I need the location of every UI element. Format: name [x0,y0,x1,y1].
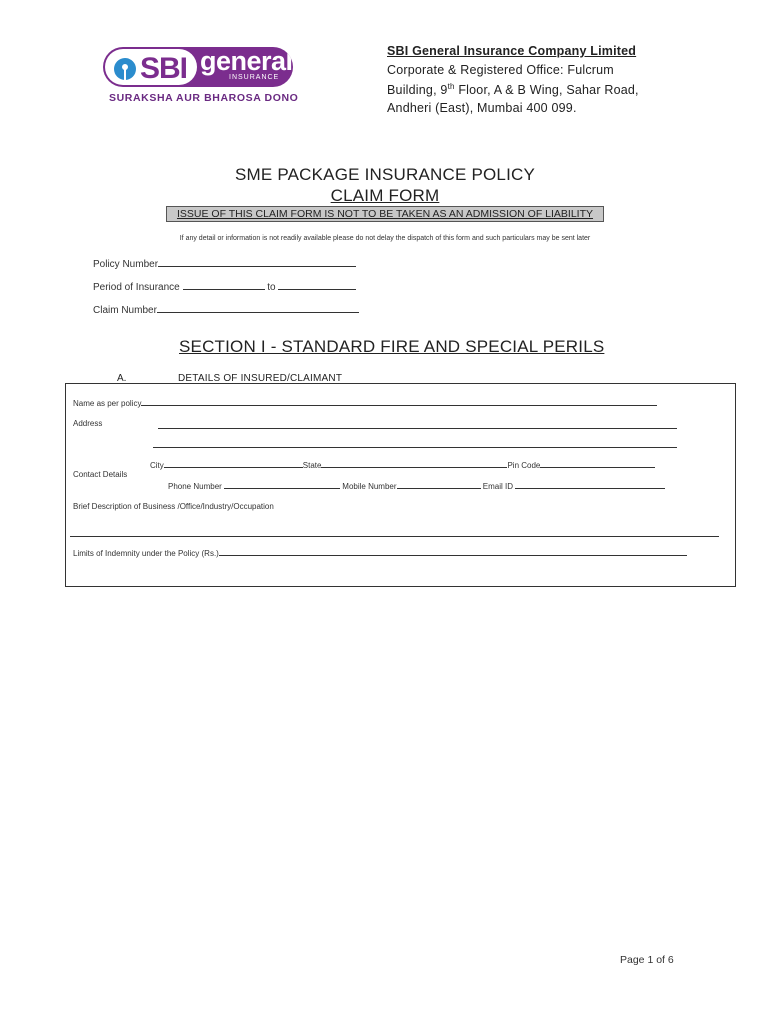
insured-details-box [65,383,736,587]
address-line-2[interactable] [153,447,677,448]
business-description-line[interactable] [70,536,719,537]
liability-notice: ISSUE OF THIS CLAIM FORM IS NOT TO BE TAKEN AS AN ADMISSION OF LIABILITY [166,206,604,222]
company-address-line3: Andheri (East), Mumbai 400 099. [387,101,577,115]
claim-number-field[interactable]: Claim Number [93,303,359,316]
info-note: If any detail or information is not readily available please do not delay the dispatch of this form and such particulars may be sent later [179,235,591,242]
logo-sub: INSURANCE [229,74,280,81]
address-line-1[interactable] [158,428,677,429]
company-address-line2: Building, 9th Floor, A & B Wing, Sahar Road, [387,82,639,98]
phone-mobile-email-row[interactable]: Phone Number Mobile Number Email ID [168,481,665,491]
limits-of-indemnity-field[interactable]: Limits of Indemnity under the Policy (Rs.) [73,548,687,558]
form-title: SME PACKAGE INSURANCE POLICY [234,165,536,184]
sbi-emblem-icon [114,58,136,80]
business-description-label: Brief Description of Business /Office/Industry/Occupation [73,502,274,511]
address-label: Address [73,419,103,428]
contact-details-label: Contact Details [73,470,128,479]
city-state-pin-row[interactable]: City State Pin Code [150,460,655,470]
logo-brand: SBI [140,52,188,85]
policy-number-field[interactable]: Policy Number [93,257,356,270]
period-of-insurance-field[interactable]: Period of Insurance to [93,280,356,293]
logo-white-part [105,49,197,85]
company-name: SBI General Insurance Company Limited [387,44,637,58]
form-subtitle: CLAIM FORM [330,186,440,205]
logo-tagline: SURAKSHA AUR BHAROSA DONO [109,92,299,104]
company-logo [103,47,293,87]
subsection-title: DETAILS OF INSURED/CLAIMANT [178,373,343,384]
subsection-letter: A. [117,373,127,384]
page-number: Page 1 of 6 [620,954,674,966]
name-field[interactable]: Name as per policy [73,398,657,408]
section-title: SECTION I - STANDARD FIRE AND SPECIAL PERILS [179,337,605,356]
logo-word: general [200,47,293,76]
company-address-line1: Corporate & Registered Office: Fulcrum [387,63,614,77]
